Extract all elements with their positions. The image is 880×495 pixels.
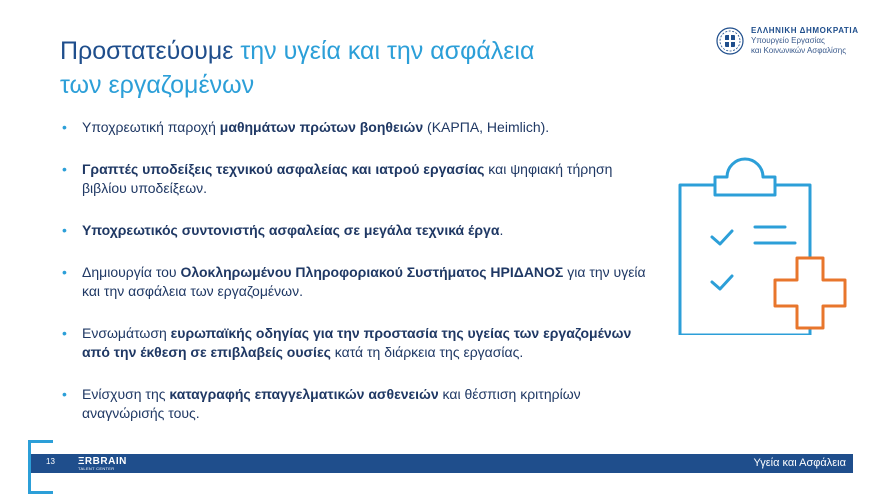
greek-coat-of-arms-icon (715, 26, 745, 56)
bullet-text: και θέσπιση κριτηρίων αναγνώρισής τους. (82, 386, 581, 421)
bullet-item (60, 160, 650, 198)
logo-line3: και Κοινωνικών Ασφαλίσης (751, 46, 847, 55)
bullet-item (60, 324, 650, 362)
title-part1: Προστατεύουμε (60, 37, 234, 65)
footer-bar (30, 454, 853, 473)
bullet-text: Δημιουργία του (82, 264, 181, 280)
bullet-text: Υποχρεωτικός συντονιστής ασφαλείας σε μεγάλα τεχνικά έργα (82, 222, 500, 238)
logo-line2: Υπουργείο Εργασίας (751, 36, 825, 45)
title-line2: των εργαζομένων (60, 71, 255, 99)
bullet-text: καταγραφής επαγγελματικών ασθενειών (169, 386, 439, 402)
bullet-list (60, 118, 650, 423)
bullet-text: . (499, 222, 504, 238)
bullet-text: (ΚΑΡΠΑ, Heimlich). (423, 119, 550, 135)
bullet-item (60, 118, 650, 137)
ministry-logo (715, 26, 859, 56)
bullet-text: Υποχρεωτική παροχή (82, 119, 220, 135)
footer-bracket (28, 440, 53, 494)
bullet-text: και ψηφιακή τήρηση βιβλίου υποδείξεων. (82, 161, 613, 196)
bullet-text: Ενσωμάτωση (82, 325, 171, 341)
title-part2: την υγεία και την ασφάλεια (240, 37, 535, 65)
page-number: 13 (46, 457, 55, 466)
bullet-text: Ολοκληρωμένου Πληροφοριακού Συστήματος ΗΡΙΔΑΝΟΣ (180, 264, 564, 280)
bullet-item (60, 263, 650, 301)
bullet-item (60, 385, 650, 423)
bullet-text: για την υγεία και την ασφάλεια των εργαζομένων. (82, 264, 646, 299)
logo-line1: ΕΛΛΗΝΙΚΗ ΔΗΜΟΚΡΑΤΙΑ (751, 26, 859, 35)
bullet-text: ευρωπαϊκής οδηγίας για την προστασία της υγείας των εργαζομένων από την έκθεση σε επιβλαβείς ουσίες (82, 325, 632, 360)
bullet-text: κατά τη διάρκεια της εργασίας. (330, 344, 524, 360)
brand-sub: TALENT CENTER (78, 466, 115, 471)
brand-logo (78, 456, 127, 471)
clipboard-checklist-medical-cross-icon (670, 155, 860, 335)
page-title (60, 34, 534, 102)
section-label: Υγεία και Ασφάλεια (753, 457, 846, 469)
bullet-item (60, 221, 650, 240)
bullet-text: Ενίσχυση της (82, 386, 170, 402)
bullet-text: Γραπτές υποδείξεις τεχνικού ασφαλείας και ιατρού εργασίας (82, 161, 485, 177)
bullet-text: μαθημάτων πρώτων βοηθειών (219, 119, 424, 135)
brand-name: ΞRBRAIN (78, 456, 127, 467)
